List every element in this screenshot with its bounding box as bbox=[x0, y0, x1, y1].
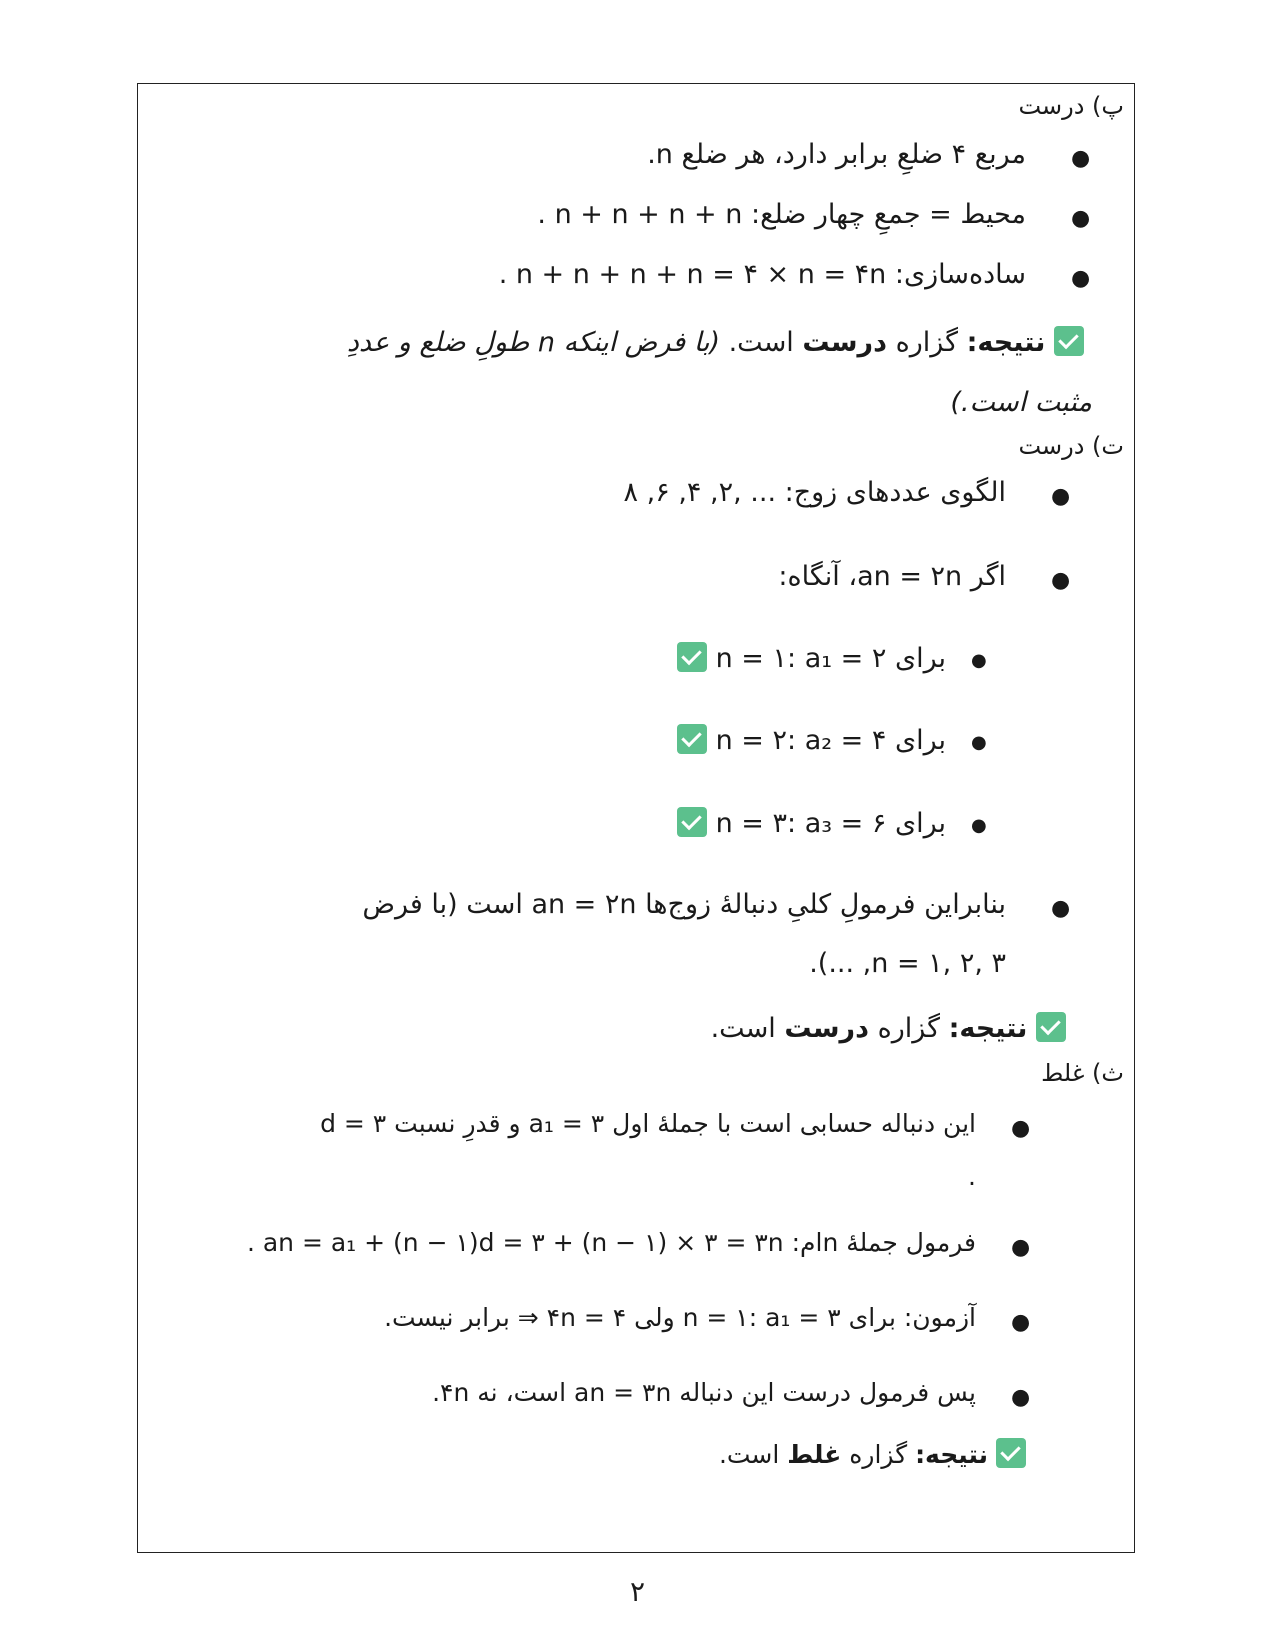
section-p-bullet-2: محیط = جمعِ چهار ضلع: n + n + n + n . bbox=[537, 199, 1026, 230]
section-t-sub-3 bbox=[677, 807, 946, 839]
section-p-heading: پ) درست bbox=[1018, 92, 1124, 120]
result-label: نتیجه: bbox=[966, 327, 1046, 358]
section-t-sub-2 bbox=[677, 724, 946, 756]
result-label: نتیجه: bbox=[948, 1013, 1028, 1044]
content-frame bbox=[137, 83, 1135, 1553]
section-th-bullet-3: آزمون: برای n = ۱: a₁ = ۳ ولی ۴n = ۴ ⇒ برابر نیست. bbox=[384, 1303, 976, 1332]
section-t-bullet-1: الگوی عددهای زوج: ... ,۲, ۴, ۶, ۸ bbox=[623, 477, 1006, 508]
section-t-bullet-3-line-2: n = ۱, ۲, ۳, ...). bbox=[809, 948, 1006, 979]
bullet-dot: ● bbox=[1011, 1385, 1031, 1410]
section-t-bullet-2: اگر an = ۲n، آنگاه: bbox=[778, 561, 1006, 592]
result-note: (با فرض اینکه n طولِ ضلع و عددِ bbox=[346, 327, 720, 358]
check-icon bbox=[677, 724, 707, 754]
sub-bullet-dot: ● bbox=[971, 732, 987, 753]
check-icon bbox=[1054, 326, 1084, 356]
section-th-heading: ث) غلط bbox=[1041, 1059, 1124, 1087]
check-icon bbox=[677, 642, 707, 672]
section-t-bullet-3-line-1: بنابراین فرمولِ کلیِ دنبالهٔ زوج‌ها an = ۲n است (با فرض bbox=[362, 889, 1006, 920]
page-number: ۲ bbox=[629, 1575, 646, 1608]
bullet-dot: ● bbox=[1051, 484, 1071, 509]
section-th-result bbox=[719, 1438, 1026, 1469]
check-icon bbox=[1036, 1012, 1066, 1042]
bullet-dot: ● bbox=[1011, 1116, 1031, 1141]
result-end: است. bbox=[728, 327, 794, 358]
section-t-sub-1 bbox=[677, 642, 946, 674]
result-text: گزاره bbox=[849, 1440, 908, 1469]
section-th-bullet-1-line-1: این دنباله حسابی است با جملهٔ اول a₁ = ۳ و قدرِ نسبت d = ۳ bbox=[320, 1109, 976, 1138]
section-p-bullet-1: مربع ۴ ضلعِ برابر دارد، هر ضلع n. bbox=[647, 139, 1026, 170]
bullet-dot: ● bbox=[1051, 896, 1071, 921]
bullet-dot: ● bbox=[1071, 206, 1091, 231]
result-text: گزاره bbox=[877, 1013, 940, 1044]
section-th-bullet-2: فرمول جملهٔ nام: an = a₁ + (n − ۱)d = ۳ + (n − ۱) × ۳ = ۳n . bbox=[246, 1228, 976, 1257]
section-p-result bbox=[347, 326, 1084, 358]
result-end: است. bbox=[710, 1013, 776, 1044]
bullet-dot: ● bbox=[1071, 146, 1091, 171]
sub-bullet-dot: ● bbox=[971, 650, 987, 671]
sub-2-text: برای n = ۲: a₂ = ۴ bbox=[715, 725, 946, 756]
section-p-bullet-3: ساده‌سازی: n + n + n + n = ۴ × n = ۴n . bbox=[498, 259, 1026, 290]
section-th-bullet-4: پس فرمول درست این دنباله an = ۳n است، نه ۴n. bbox=[432, 1378, 976, 1407]
result-verdict: درست bbox=[784, 1013, 869, 1044]
result-end: است. bbox=[718, 1440, 780, 1469]
result-text: گزاره bbox=[895, 327, 958, 358]
bullet-dot: ● bbox=[1051, 568, 1071, 593]
sub-3-text: برای n = ۳: a₃ = ۶ bbox=[715, 808, 946, 839]
bullet-dot: ● bbox=[1071, 266, 1091, 291]
result-label: نتیجه: bbox=[915, 1440, 989, 1469]
result-verdict: غلط bbox=[787, 1440, 842, 1469]
sub-bullet-dot: ● bbox=[971, 815, 987, 836]
result-verdict: درست bbox=[802, 327, 887, 358]
section-t-result bbox=[711, 1012, 1066, 1044]
bullet-dot: ● bbox=[1011, 1235, 1031, 1260]
section-th-bullet-1-line-2: . bbox=[968, 1162, 976, 1191]
section-p-result-note-2: مثبت است.) bbox=[950, 387, 1092, 418]
check-icon bbox=[996, 1438, 1026, 1468]
check-icon bbox=[677, 807, 707, 837]
section-t-heading: ت) درست bbox=[1018, 432, 1124, 460]
sub-1-text: برای n = ۱: a₁ = ۲ bbox=[715, 643, 946, 674]
bullet-dot: ● bbox=[1011, 1310, 1031, 1335]
